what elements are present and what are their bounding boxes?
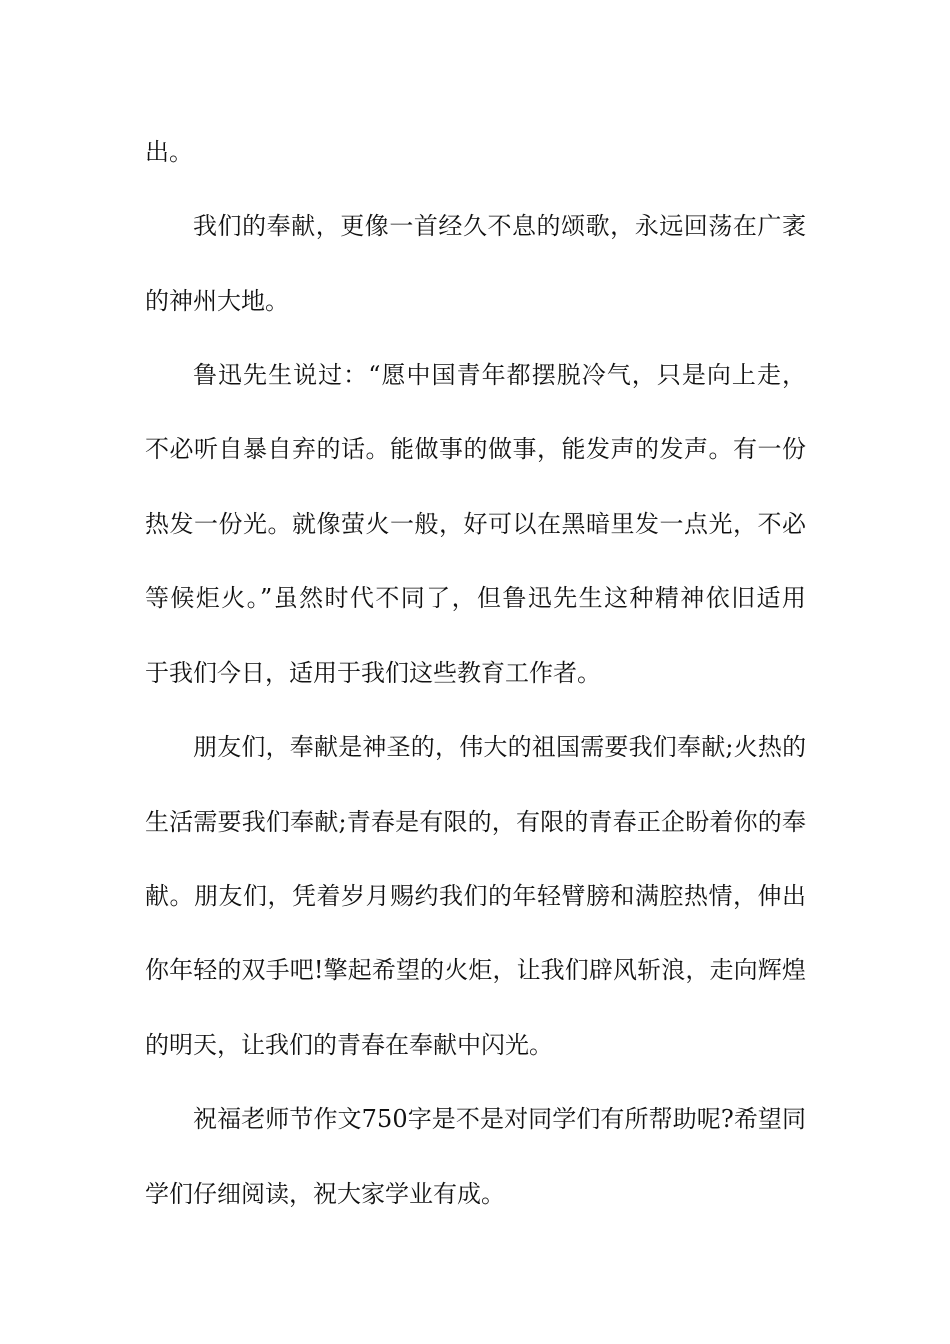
line-text: 你年轻的双手吧!擎起希望的火炬，让我们辟风斩浪，走向辉煌 xyxy=(145,956,807,984)
line-text: 于我们今日，适用于我们这些教育工作者。 xyxy=(145,659,601,687)
paragraph-first-line xyxy=(0,727,950,767)
text-line xyxy=(0,876,950,916)
line-text: 我们的奉献，更像一首经久不息的颂歌，永远回荡在广袤 xyxy=(193,212,807,240)
text-line xyxy=(0,281,950,321)
text-line xyxy=(0,1025,950,1065)
text-line xyxy=(0,504,950,544)
paragraph-first-line xyxy=(0,355,950,395)
text-line xyxy=(0,578,950,618)
line-text: 学们仔细阅读，祝大家学业有成。 xyxy=(145,1180,505,1208)
text-line xyxy=(0,802,950,842)
text-line xyxy=(0,950,950,990)
line-text: 献。朋友们，凭着岁月赐约我们的年轻臂膀和满腔热情，伸出 xyxy=(145,882,807,910)
text-line xyxy=(0,429,950,469)
text-line xyxy=(0,132,950,172)
paragraph-first-line xyxy=(0,206,950,246)
line-text: 的神州大地。 xyxy=(145,287,289,315)
text-line xyxy=(0,653,950,693)
line-text: 出。 xyxy=(145,138,193,166)
line-text: 热发一份光。就像萤火一般，好可以在黑暗里发一点光，不必 xyxy=(145,510,807,538)
line-text: 鲁迅先生说过：“愿中国青年都摆脱冷气，只是向上走， xyxy=(193,361,808,389)
line-text: 朋友们，奉献是神圣的，伟大的祖国需要我们奉献;火热的 xyxy=(193,733,807,761)
line-text: 不必听自暴自弃的话。能做事的做事，能发声的发声。有一份 xyxy=(145,435,807,463)
line-text: 祝福老师节作文750字是不是对同学们有所帮助呢?希望同 xyxy=(193,1105,807,1133)
line-text: 等候炬火。”虽然时代不同了，但鲁迅先生这种精神依旧适用 xyxy=(145,584,808,612)
text-line xyxy=(0,1174,950,1214)
line-text: 生活需要我们奉献;青春是有限的，有限的青春正企盼着你的奉 xyxy=(145,808,807,836)
line-text: 的明天，让我们的青春在奉献中闪光。 xyxy=(145,1031,553,1059)
paragraph-first-line xyxy=(0,1099,950,1139)
